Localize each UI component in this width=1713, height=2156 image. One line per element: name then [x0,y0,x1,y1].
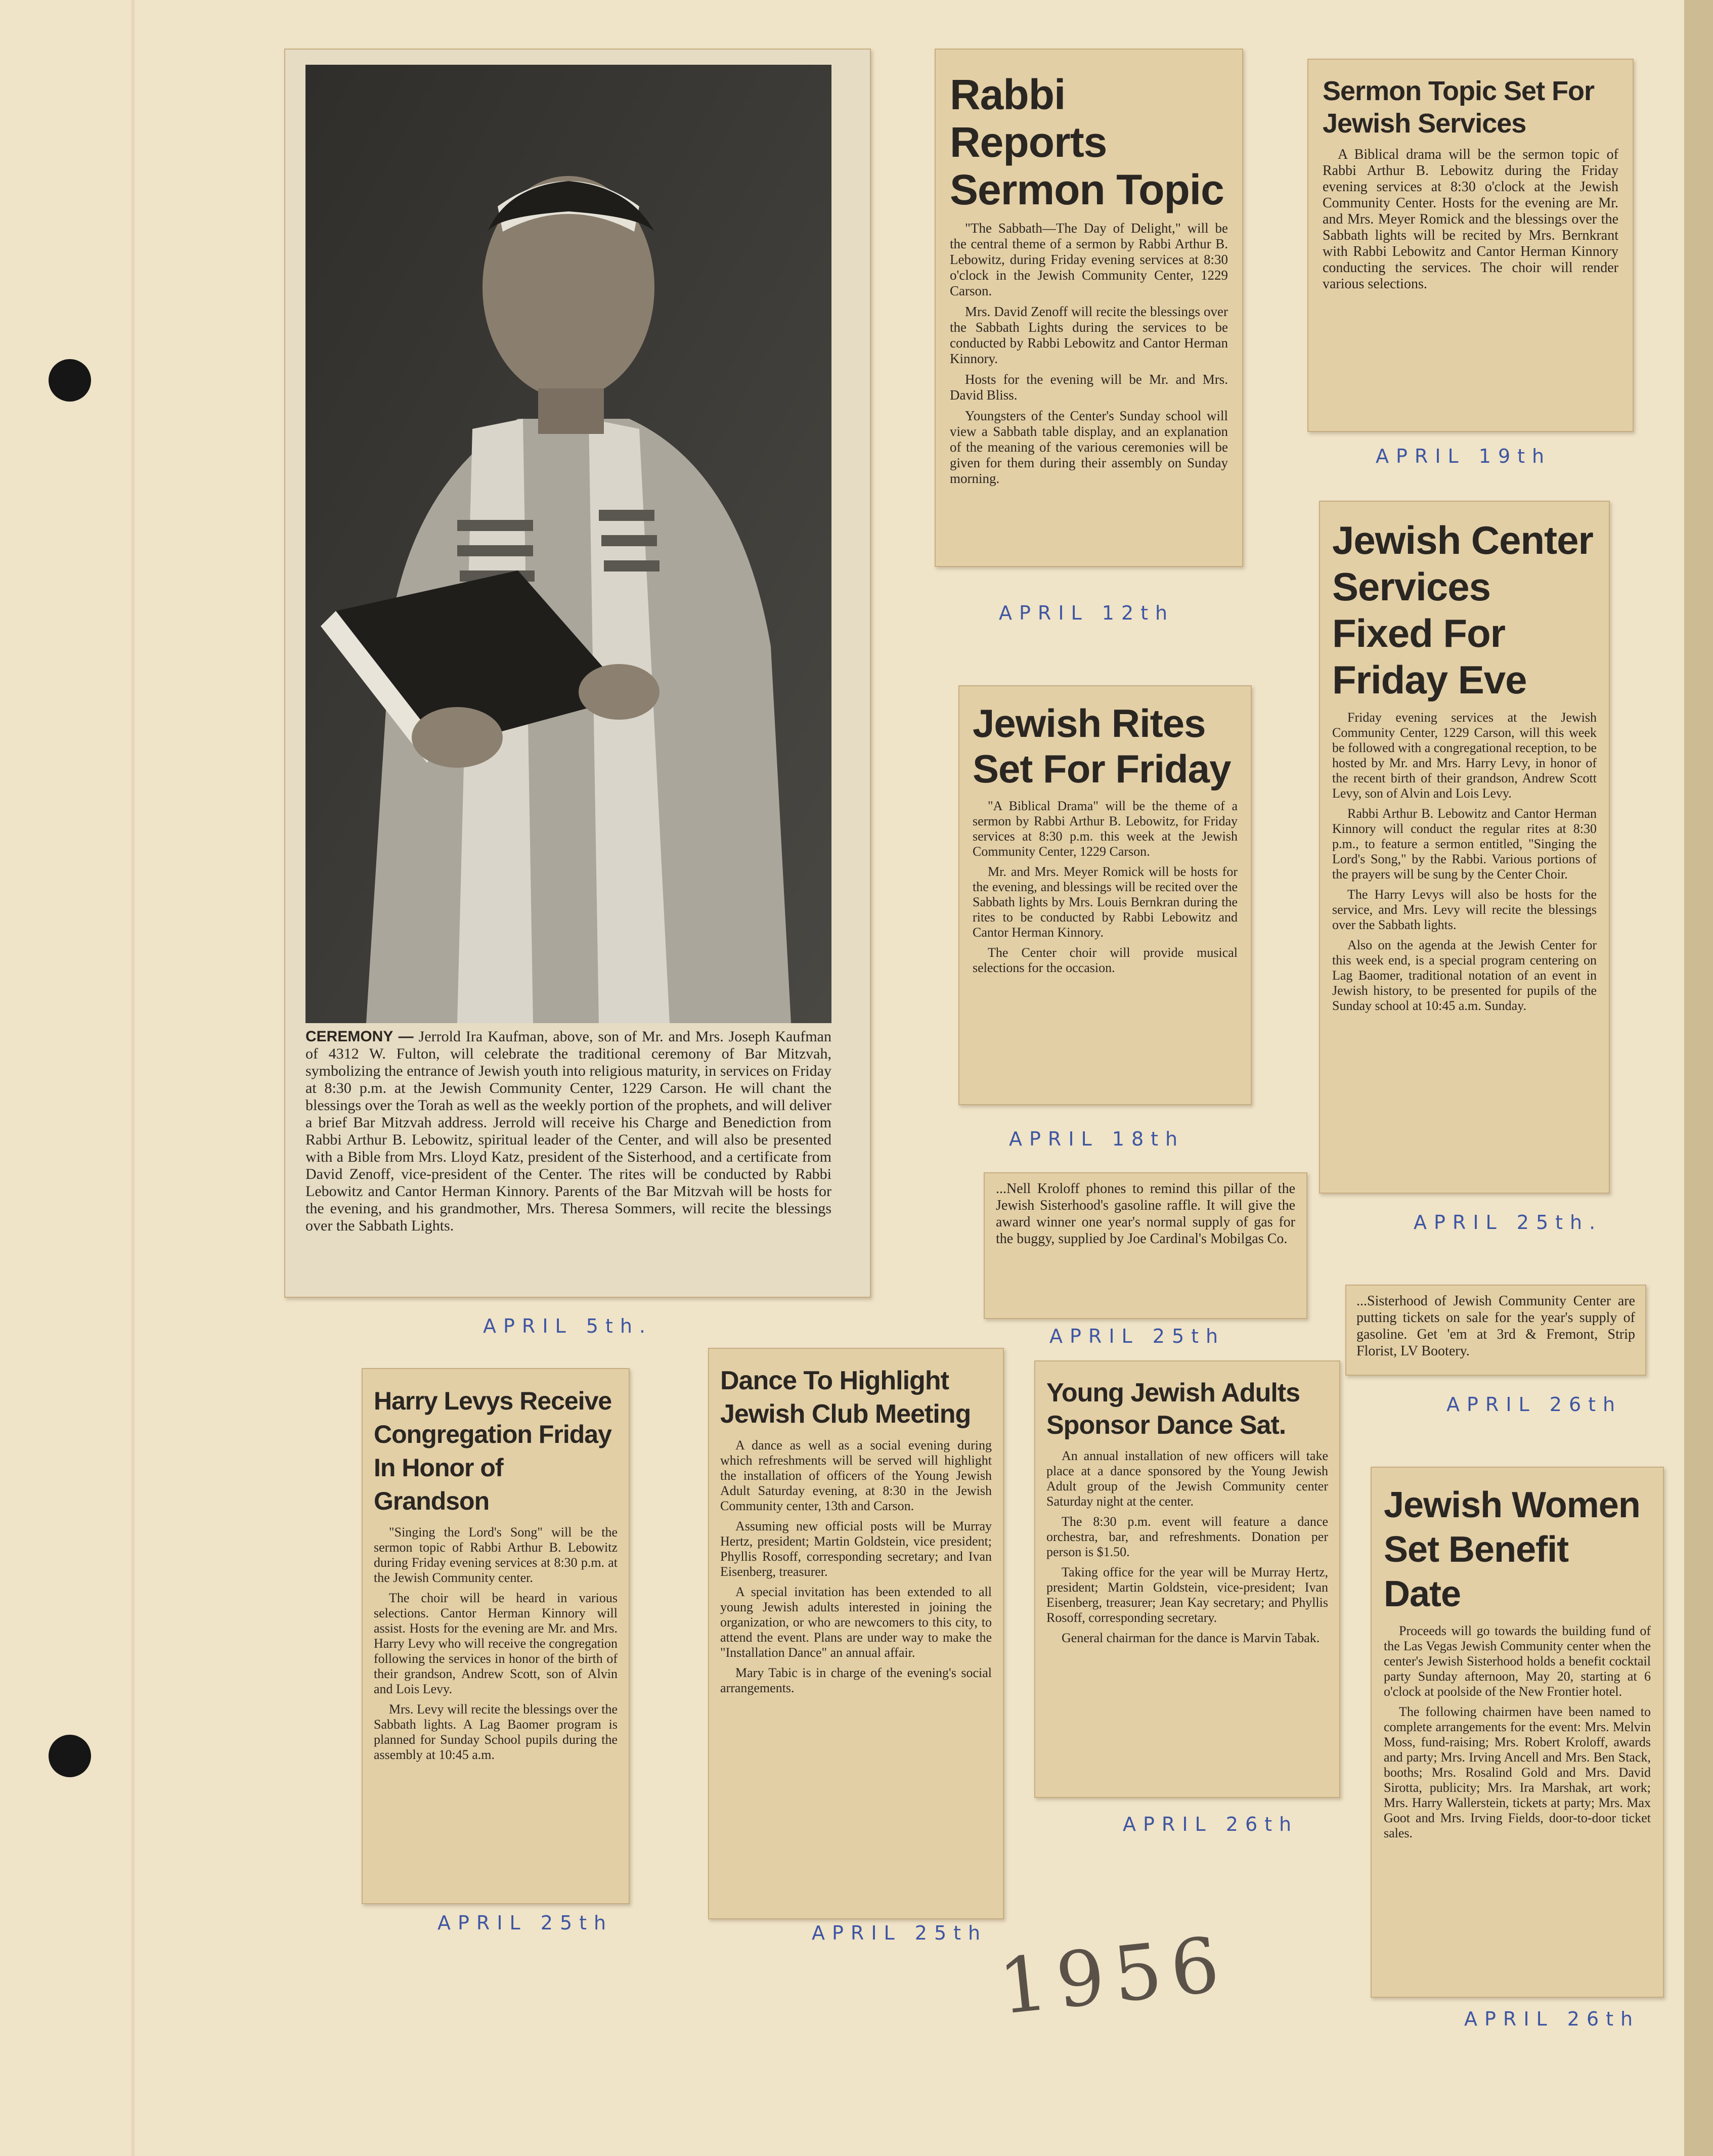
date-note: APRIL 5th. [483,1315,653,1337]
date-note: APRIL 25th [1049,1325,1225,1347]
harry-levys-clipping [362,1368,630,1904]
article-paragraph: The Harry Levys will also be hosts for the service, and Mrs. Levy will recite the blessings over the Sabbath lights. [1332,887,1597,932]
article-paragraph: A Biblical drama will be the sermon topic of Rabbi Arthur B. Lebowitz during the Friday evening services at 8:30 o'clock at the Jewish Community Center. Hosts for the evening are Mr. and Mrs. Meyer Romick and the blessings over the Sabbath lights will be recited by Mrs. Bernkrant with Rabbi Lebowitz and Cantor Herman Kinnory conducting the services. The choir will render various selections. [1323,147,1618,292]
women-benefit-clipping [1371,1467,1664,1998]
bar-mitzvah-clipping [284,49,871,1298]
headline: Dance To Highlight Jewish Club Meeting [720,1366,971,1429]
caption-body: Jerrold Ira Kaufman, above, son of Mr. and Mrs. Joseph Kaufman of 4312 W. Fulton, will celebrate the traditional ceremony of Bar Mitzvah, symbolizing the entrance of Jewish youth into religious maturity, in services on Friday at 8:30 p.m. at the Jewish Community Center, 1229 Carson. He will chant the blessings over the Torah as well as the weekly portion of the prophets, and will deliver a brief Bar Mitzvah address. Jerrold will receive his Charge and Benediction from Rabbi Arthur B. Lebowitz, spiritual leader of the Center, and will also be presented with a Bible from Mrs. Lloyd Katz, president of the Sisterhood, and a certificate from David Zenoff, vice-president of the Center. The rites will be conducted by Rabbi Lebowitz and Cantor Herman Kinnory. Parents of the Bar Mitzvah will be hosts for the evening, and his grandmother, Mrs. Theresa Sommers, will recite the blessings over the Sabbath Lights. [305,1028,831,1234]
services-fixed-clipping [1319,501,1610,1194]
article-paragraph: A special invitation has been extended to all young Jewish adults interested in joining the organization, or who are newcomers to this city, to attend the event. Plans are under way to make the "Installation Dance" an annual affair. [720,1585,992,1660]
dance-highlight-clipping [708,1348,1004,1919]
article-paragraph: ...Sisterhood of Jewish Community Center are putting tickets on sale for the year's supply of gasoline. Get 'em at 3rd & Fremont, Strip Florist, LV Bootery. [1356,1293,1635,1359]
headline: Jewish Center Services Fixed For Friday Eve [1332,518,1593,702]
jewish-rites-clipping [958,685,1252,1105]
article-paragraph: Assuming new official posts will be Murray Hertz, president; Martin Goldstein, vice president; Phyllis Rosoff, corresponding secretary; and Ivan Eisenberg, treasurer. [720,1519,992,1579]
article-paragraph: Also on the agenda at the Jewish Center for this week end, is a special program centering on Lag Baomer, traditional notation of an event in Jewish history, to be presented for pupils of the Sunday school at 10:45 a.m. Sunday. [1332,938,1597,1013]
photo-caption [305,1028,831,1235]
article-paragraph: Youngsters of the Center's Sunday school will view a Sabbath table display, and an explanation of the meaning of the various ceremonies will be given for them during their assembly on Sunday morning. [950,408,1228,486]
headline: Young Jewish Adults Sponsor Dance Sat. [1046,1378,1300,1440]
sermon-topic-clipping [1307,59,1634,432]
article-paragraph: The choir will be heard in various selections. Cantor Herman Kinnory will assist. Hosts for the evening are Mr. and Mrs. Harry Levy who will receive the congregation following the services in honor of the birth of their grandson, Andrew Scott, son of Alvin and Lois Levy. [374,1591,618,1696]
article-paragraph: Mrs. Levy will recite the blessings over the Sabbath lights. A Lag Baomer program is planned for Sunday School pupils during the assembly at 10:45 a.m. [374,1702,618,1762]
caption-lead: CEREMONY — [305,1028,414,1045]
article-paragraph: An annual installation of new officers will take place at a dance sponsored by the Young Jewish Adult group of the Jewish Community center Saturday night at the center. [1046,1448,1328,1509]
article-paragraph: Hosts for the evening will be Mr. and Mrs. David Bliss. [950,372,1228,403]
article-paragraph: The 8:30 p.m. event will feature a dance orchestra, bar, and refreshments. Donation per person is $1.50. [1046,1514,1328,1559]
date-note: APRIL 26th [1446,1393,1622,1416]
article-paragraph: Mrs. David Zenoff will recite the blessings over the Sabbath Lights during the services to be conducted by Rabbi Lebowitz and Cantor Herman Kinnory. [950,304,1228,366]
date-note: APRIL 19th [1376,445,1552,467]
article-paragraph: "Singing the Lord's Song" will be the sermon topic of Rabbi Arthur B. Lebowitz during Friday evening services at 8:30 p.m. at the Jewish Community center. [374,1525,618,1585]
kroloff-clipping [984,1172,1307,1319]
binder-hole [49,359,91,402]
article-paragraph: The Center choir will provide musical selections for the occasion. [973,945,1238,975]
sisterhood-tickets-clipping [1345,1285,1646,1376]
page-edge [1684,0,1713,2156]
date-note: APRIL 26th [1123,1813,1299,1835]
article-paragraph: "A Biblical Drama" will be the theme of a sermon by Rabbi Arthur B. Lebowitz, for Friday services at 8:30 p.m. this week at the Jewish Community Center, 1229 Carson. [973,799,1238,859]
binder-hole [49,1735,91,1777]
handwritten-year: 1956 [995,1920,1233,2032]
young-adults-clipping [1034,1360,1340,1798]
bar-mitzvah-photo [305,65,831,1023]
date-note: APRIL 18th [1009,1128,1185,1150]
headline: Jewish Rites Set For Friday [973,701,1231,791]
date-note: APRIL 25th. [1414,1211,1603,1234]
date-note: APRIL 25th [812,1922,988,1944]
date-note: APRIL 12th [999,602,1175,624]
article-paragraph: Mary Tabic is in charge of the evening's social arrangements. [720,1665,992,1695]
headline: Harry Levys Receive Congregation Friday In Honor of Grandson [374,1387,612,1515]
article-paragraph: The following chairmen have been named to complete arrangements for the event: Mrs. Melvin Moss, fund-raising; Mrs. Robert Kroloff, awards and party; Mrs. Irving Ancell and Mrs. Ben Stack, booths; Mrs. Rosalind Gold and Mrs. David Sirotta, publicity; Mrs. Ira Marshak, art work; Mrs. Harry Wallerstein, tickets at party; Mrs. Max Goot and Mrs. Irving Fields, door-to-door ticket sales. [1384,1704,1651,1840]
headline: Rabbi Reports Sermon Topic [950,71,1224,213]
headline: Sermon Topic Set For Jewish Services [1323,76,1595,139]
article-paragraph: Rabbi Arthur B. Lebowitz and Cantor Herman Kinnory will conduct the regular rites at 8:30 p.m., to feature a sermon entitled, "Singing the Lord's Song," by the Rabbi. Various portions of the prayers will be sung by the Center Choir. [1332,806,1597,882]
date-note: APRIL 26th [1464,2008,1640,2030]
binder-margin [131,0,135,2156]
article-paragraph: "The Sabbath—The Day of Delight," will be the central theme of a sermon by Rabbi Arthur B. Lebowitz, during Friday evening services at 8:30 o'clock in the Jewish Community Center, 1229 Carson. [950,221,1228,298]
date-note: APRIL 25th [437,1912,613,1934]
rabbi-reports-clipping [935,49,1243,567]
boy-reading-photo [305,65,831,1023]
article-paragraph: A dance as well as a social evening during which refreshments will be served will highlight the installation of officers of the Young Jewish Adult Saturday evening, at 8:30 in the Jewish Community center, 13th and Carson. [720,1438,992,1513]
article-paragraph: Proceeds will go towards the building fund of the Las Vegas Jewish Community center when the center's Jewish Sisterhood holds a benefit cocktail party Sunday afternoon, May 20, starting at 6 o'clock at poolside of the New Frontier hotel. [1384,1623,1651,1699]
article-paragraph: General chairman for the dance is Marvin Tabak. [1062,1631,1320,1645]
article-paragraph: Friday evening services at the Jewish Community Center, 1229 Carson, will this week be followed with a congregational reception, to be hosted by Mr. and Mrs. Harry Levy, in honor of the recent birth of their grandson, Andrew Scott Levy, son of Alvin and Lois Levy. [1332,710,1597,801]
headline: Jewish Women Set Benefit Date [1384,1485,1640,1614]
article-paragraph: ...Nell Kroloff phones to remind this pillar of the Jewish Sisterhood's gasoline raffle. It will give the award winner one year's normal supply of gas for the buggy, supplied by Joe Cardinal's Mobilgas Co. [996,1181,1295,1247]
article-paragraph: Taking office for the year will be Murray Hertz, president; Martin Goldstein, vice-president; Ivan Eisenberg, treasurer; Jean Kay secretary; and Phyllis Rosoff, corresponding secretary. [1046,1565,1328,1625]
article-paragraph: Mr. and Mrs. Meyer Romick will be hosts for the evening, and blessings will be recited over the Sabbath lights by Mrs. Louis Bernkran during the rites to be conducted by Rabbi Lebowitz and Cantor Herman Kinnory. [973,864,1238,940]
